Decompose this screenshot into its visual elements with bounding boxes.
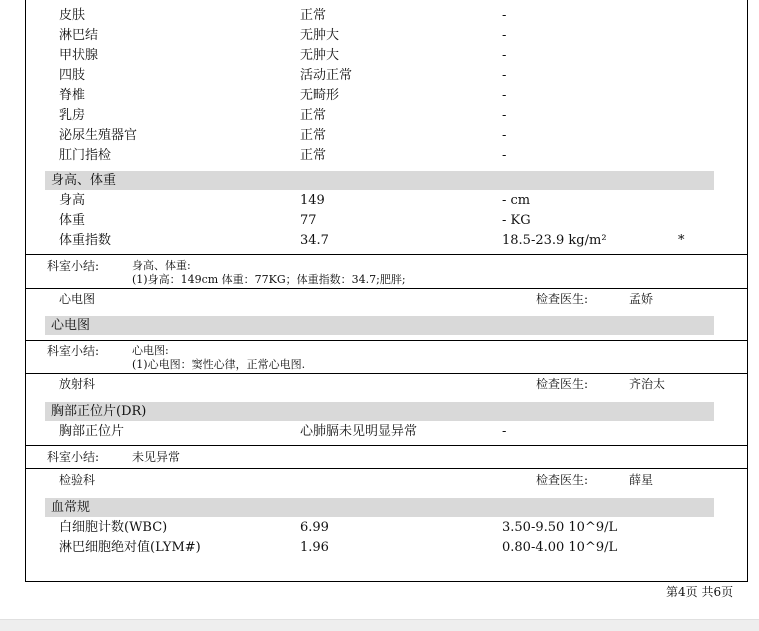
exam-item-name: 淋巴结	[59, 28, 99, 43]
section-title: 身高、体重	[51, 173, 117, 188]
exam-item-name: 乳房	[59, 108, 86, 123]
doctor-name: 齐治太	[629, 377, 666, 391]
exam-item-result: 心肺膈未见明显异常	[300, 424, 418, 439]
summary-line: (1)心电图：窦性心律，正常心电图.	[132, 358, 306, 371]
exam-row-anal	[26, 146, 747, 166]
summary-line: (1)身高：149cm 体重：77KG；体重指数：34.7;肥胖;	[132, 273, 406, 286]
exam-item-ref: -	[502, 28, 507, 43]
exam-item-name: 泌尿生殖器官	[59, 128, 138, 143]
divider	[26, 468, 747, 469]
exam-item-name: 肛门指检	[59, 148, 112, 163]
section-title: 血常规	[51, 500, 91, 515]
exam-item-ref: 18.5-23.9 kg/m²	[502, 233, 607, 248]
exam-item-result: 活动正常	[300, 68, 353, 83]
exam-row-genitourinary	[26, 126, 747, 146]
page-border-bottom	[25, 581, 748, 582]
exam-item-name: 脊椎	[59, 88, 86, 103]
exam-item-ref: -	[502, 108, 507, 123]
section-header-height-weight	[45, 171, 714, 190]
exam-item-result: 1.96	[300, 540, 329, 555]
summary-label: 科室小结:	[47, 450, 100, 464]
exam-item-result: 正常	[300, 148, 327, 163]
exam-item-ref: -	[502, 88, 507, 103]
exam-item-name: 体重	[59, 213, 86, 228]
summary-line: 身高、体重:	[132, 259, 191, 272]
exam-item-ref: 3.50-9.50 10^9/L	[502, 520, 618, 535]
exam-item-result: 无肿大	[300, 48, 340, 63]
exam-row-skin	[26, 6, 747, 26]
exam-item-ref: -	[502, 424, 507, 439]
dept-row-radiology	[26, 374, 747, 394]
exam-row-height	[26, 191, 747, 211]
exam-row-limbs	[26, 66, 747, 86]
exam-row-breast	[26, 106, 747, 126]
exam-item-result: 6.99	[300, 520, 329, 535]
summary-line: 未见异常	[132, 450, 181, 464]
divider	[26, 340, 747, 341]
exam-row-lym	[26, 538, 747, 558]
exam-item-result: 无畸形	[300, 88, 340, 103]
exam-item-ref: -	[502, 68, 507, 83]
exam-item-ref: - KG	[502, 213, 531, 228]
exam-item-ref: - cm	[502, 193, 531, 208]
exam-row-spine	[26, 86, 747, 106]
divider	[26, 445, 747, 446]
section-title: 心电图	[51, 318, 91, 333]
divider	[26, 254, 747, 255]
dept-row-ecg	[26, 289, 747, 309]
exam-item-result: 149	[300, 193, 325, 208]
section-header-ecg	[45, 316, 714, 335]
summary-label: 科室小结:	[47, 259, 100, 273]
summary-line: 心电图:	[132, 344, 169, 357]
exam-item-result: 正常	[300, 108, 327, 123]
exam-item-name: 四肢	[59, 68, 86, 83]
doctor-name: 薛星	[629, 473, 654, 487]
exam-item-name: 胸部正位片	[59, 424, 125, 439]
exam-item-name: 淋巴细胞绝对值(LYM#)	[59, 540, 201, 555]
summary-label: 科室小结:	[47, 344, 100, 358]
exam-item-result: 正常	[300, 128, 327, 143]
section-header-chest-xray	[45, 402, 714, 421]
section-header-blood-routine	[45, 498, 714, 517]
exam-item-ref: 0.80-4.00 10^9/L	[502, 540, 618, 555]
dept-name: 检验科	[59, 473, 96, 487]
exam-item-name: 体重指数	[59, 233, 112, 248]
exam-item-name: 甲状腺	[59, 48, 99, 63]
viewer-bottom-strip	[0, 619, 759, 631]
doctor-label: 检查医生:	[536, 377, 589, 391]
abnormal-flag: *	[678, 233, 685, 248]
exam-item-ref: -	[502, 148, 507, 163]
exam-item-result: 正常	[300, 8, 327, 23]
exam-item-ref: -	[502, 128, 507, 143]
exam-item-name: 白细胞计数(WBC)	[59, 520, 168, 535]
exam-item-ref: -	[502, 48, 507, 63]
doctor-label: 检查医生:	[536, 473, 589, 487]
dept-name: 放射科	[59, 377, 96, 391]
exam-item-result: 77	[300, 213, 317, 228]
exam-row-bmi	[26, 231, 747, 251]
exam-item-result: 无肿大	[300, 28, 340, 43]
page-border-right	[747, 0, 748, 582]
exam-row-lymph	[26, 26, 747, 46]
exam-item-name: 身高	[59, 193, 86, 208]
exam-row-thyroid	[26, 46, 747, 66]
dept-name: 心电图	[59, 292, 96, 306]
exam-item-result: 34.7	[300, 233, 329, 248]
exam-row-chest-xray	[26, 422, 747, 442]
doctor-label: 检查医生:	[536, 292, 589, 306]
page-number: 第4页 共6页	[666, 585, 734, 599]
exam-item-name: 皮肤	[59, 8, 86, 23]
exam-item-ref: -	[502, 8, 507, 23]
doctor-name: 孟娇	[629, 292, 654, 306]
exam-row-weight	[26, 211, 747, 231]
dept-row-lab	[26, 470, 747, 490]
exam-row-wbc	[26, 518, 747, 538]
section-title: 胸部正位片(DR)	[51, 404, 147, 419]
